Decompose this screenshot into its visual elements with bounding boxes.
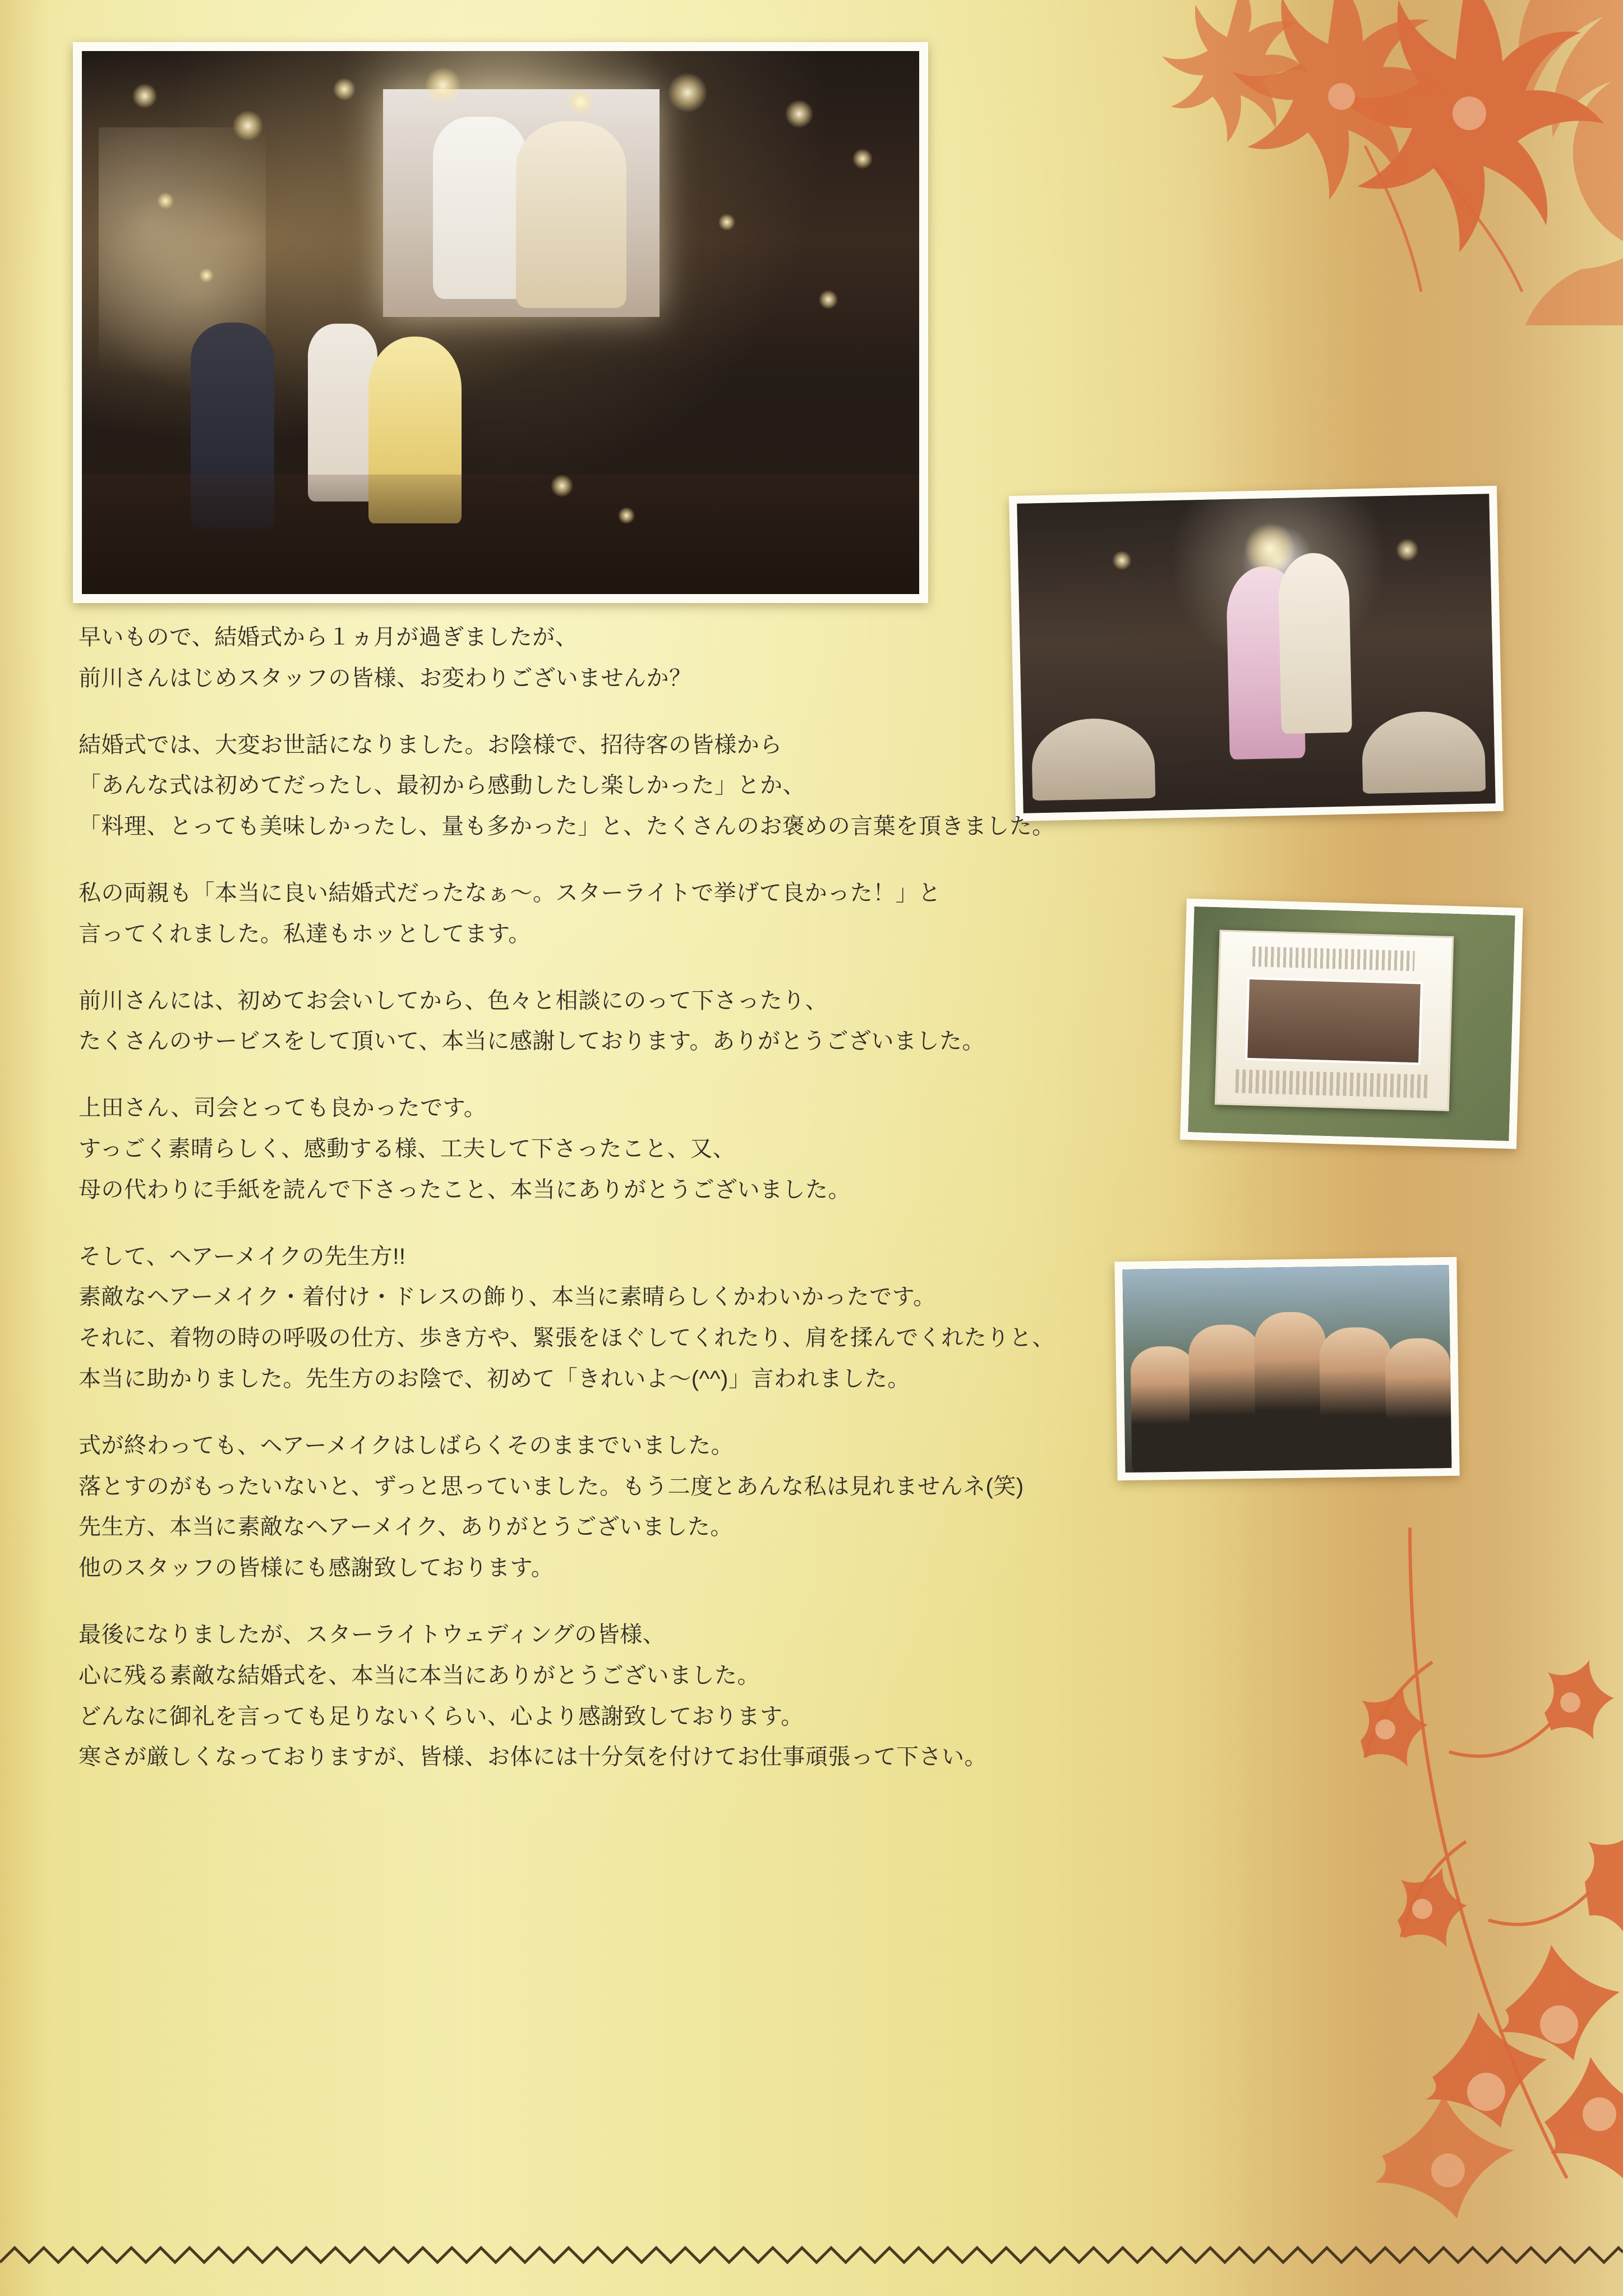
letter-line: 「あんな式は初めてだったし、最初から感動したし楽しかった」とか、 [79,773,805,798]
letter-paragraph [79,981,1340,1062]
zigzag-bottom-border [0,2229,1623,2296]
letter-line: 私の両親も「本当に良い結婚式だったなぁ～。スターライトで挙げて良かった！」と [79,880,941,905]
letter-line: 先生方、本当に素敵なヘアーメイク、ありがとうございました。 [79,1515,733,1540]
letter-body [79,617,1340,1778]
floral-decoration-top-right [1073,0,1623,325]
letter-line: たくさんのサービスをして頂いて、本当に感謝しております。ありがとうございました。 [79,1029,985,1054]
letter-line: 本当に助かりました。先生方のお陰で、初めて「きれいよ～(^^)」言われました。 [79,1366,910,1391]
letter-paragraph [79,1088,1340,1210]
letter-line: 前川さんはじめスタッフの皆様、お変わりございませんか？ [79,665,692,691]
letter-line: 前川さんには、初めてお会いしてから、色々と相談にのって下さったり、 [79,988,828,1013]
letter-line: 早いもので、結婚式から１ヵ月が過ぎましたが、 [79,625,578,650]
letter-line: 他のスタッフの皆様にも感謝致しております。 [79,1556,554,1581]
letter-line: 寒さが厳しくなっておりますが、皆様、お体には十分気を付けてお仕事頑張って下さい。 [79,1745,987,1770]
letter-paragraph [79,617,1340,699]
letter-paragraph [79,873,1340,955]
letter-line: 式が終わっても、ヘアーメイクはしばらくそのままでいました。 [79,1433,734,1458]
letter-line: 心に残る素敵な結婚式を、本当に本当にありがとうございました。 [79,1663,760,1688]
letter-line: 母の代わりに手紙を読んで下さったこと、本当にありがとうございました。 [79,1177,851,1202]
letter-paragraph [79,1614,1340,1778]
left-shading-band [0,0,50,2296]
letter-paragraph [79,1425,1340,1589]
letter-paragraph [79,725,1340,847]
letter-line: どんなに御礼を言っても足りないくらい、心より感謝致しております。 [79,1704,804,1729]
letter-line: 「料理、とっても美味しかったし、量も多かった」と、たくさんのお褒めの言葉を頂きました。 [79,814,1055,839]
letter-line: そして、ヘアーメイクの先生方!! [79,1244,406,1269]
letter-line: 結婚式では、大変お世話になりました。お陰様で、招待客の皆様から [79,732,782,757]
letter-line: それに、着物の時の呼吸の仕方、歩き方や、緊張をほぐしてくれたり、肩を揉んでくれたりと、 [79,1326,1055,1351]
letter-paragraph [79,1236,1340,1400]
letter-line: すっごく素晴らしく、感動する様、工夫して下さったこと、又、 [79,1136,736,1161]
letter-line: 最後になりましたが、スターライトウェディングの皆様、 [79,1622,666,1647]
letter-line: 言ってくれました。私達もホッとしてます。 [79,921,531,946]
letter-line: 上田さん、司会とっても良かったです。 [79,1096,487,1121]
letter-line: 素敵なヘアーメイク・着付け・ドレスの飾り、本当に素晴らしくかわいかったです。 [79,1285,936,1310]
letter-line: 落とすのがもったいないと、ずっと思っていました。もう二度とあんな私は見れませんネ(笑) [79,1474,1024,1499]
ceremony-stage-photo [73,42,928,603]
